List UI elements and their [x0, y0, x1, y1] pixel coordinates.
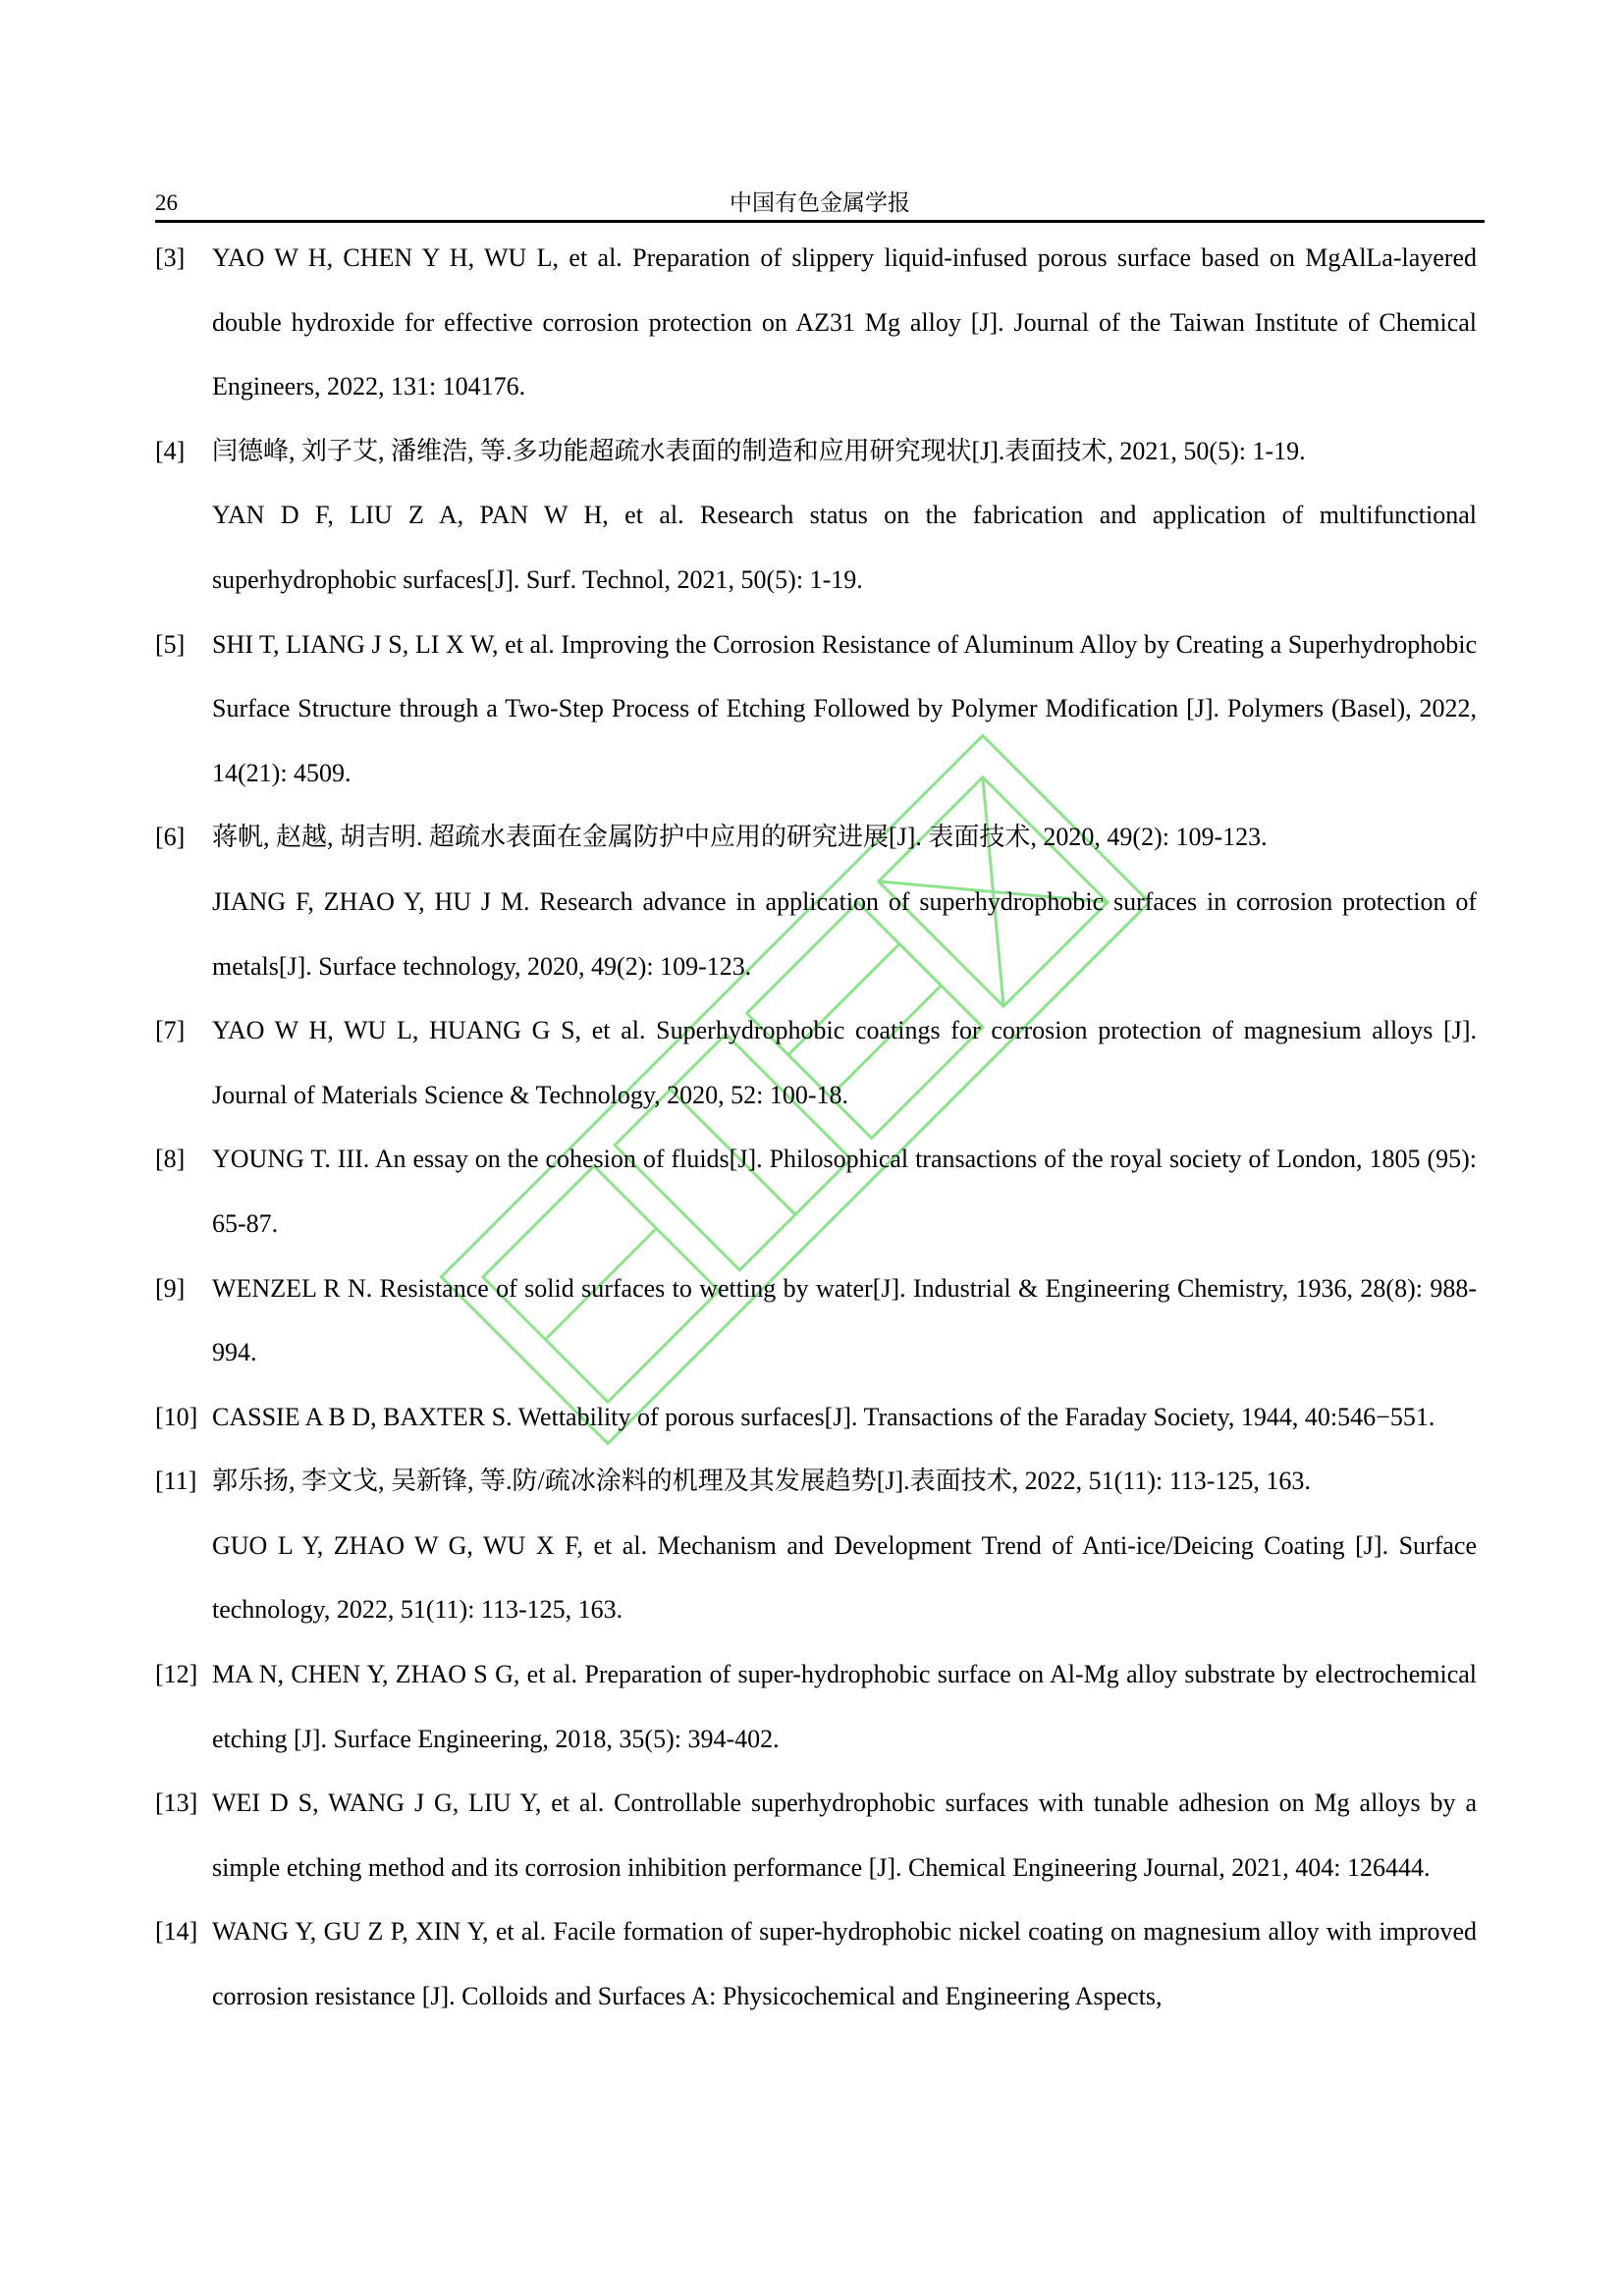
reference-line: 闫德峰, 刘子艾, 潘维浩, 等.多功能超疏水表面的制造和应用研究现状[J].表面技术, 2021, 50(5): 1-19.: [212, 436, 1306, 465]
reference-number: [5]: [155, 629, 186, 659]
reference-line: MA N, CHEN Y, ZHAO S G, et al. Preparation of super-hydrophobic surface on Al-Mg alloy substrate by electrochemical etching [J]. Surface Engineering, 2018, 35(5): 394-402.: [212, 1660, 1477, 1753]
reference-text: [212, 613, 1477, 806]
reference-item: [155, 1899, 1477, 2028]
journal-title: 中国有色金属学报: [730, 190, 910, 216]
reference-number: [8]: [155, 1145, 186, 1174]
reference-text: [212, 1642, 1477, 1771]
reference-line: WANG Y, GU Z P, XIN Y, et al. Facile formation of super-hydrophobic nickel coating on magnesium alloy with improved corrosion resistance [J]. Colloids and Surfaces A: Physicochemical and Engineering Aspects,: [212, 1917, 1477, 2011]
reference-line: WENZEL R N. Resistance of solid surfaces to wetting by water[J]. Industrial & Engineering Chemistry, 1936, 28(8): 988-994.: [212, 1273, 1477, 1367]
reference-number: [6]: [155, 823, 186, 852]
page-number: 26: [155, 190, 178, 215]
reference-item: [155, 1256, 1477, 1385]
reference-text: [212, 1256, 1477, 1385]
reference-line: YAO W H, WU L, HUANG G S, et al. Superhydrophobic coatings for corrosion protection of magnesium alloys [J]. Journal of Materials Science & Technology, 2020, 52: 100-18.: [212, 1016, 1477, 1109]
reference-text: [212, 805, 1477, 998]
reference-number: [4]: [155, 436, 186, 465]
reference-number: [9]: [155, 1273, 186, 1303]
reference-number: [11]: [155, 1467, 197, 1496]
reference-item: [155, 1771, 1477, 1899]
reference-number: [12]: [155, 1660, 198, 1689]
reference-number: [13]: [155, 1789, 198, 1818]
reference-line: YAN D F, LIU Z A, PAN W H, et al. Research status on the fabrication and application of multifunctional superhydrophobic surfaces[J]. Surf. Technol, 2021, 50(5): 1-19.: [212, 501, 1477, 594]
reference-line: JIANG F, ZHAO Y, HU J M. Research advance in application of superhydrophobic surfaces in corrosion protection of metals[J]. Surface technology, 2020, 49(2): 109-123.: [212, 886, 1477, 981]
reference-item: [155, 1449, 1477, 1642]
reference-text: [212, 1899, 1477, 2028]
reference-line: GUO L Y, ZHAO W G, WU X F, et al. Mechanism and Development Trend of Anti-ice/Deicing Coating [J]. Surface technology, 2022, 51(11): 113-125, 163.: [212, 1530, 1477, 1625]
reference-list: [155, 226, 1477, 2029]
reference-item: [155, 613, 1477, 806]
reference-text: [212, 1449, 1477, 1642]
reference-text: [212, 1385, 1477, 1450]
reference-text: [212, 1127, 1477, 1255]
reference-number: [3]: [155, 243, 186, 272]
reference-number: [7]: [155, 1016, 186, 1045]
reference-item: [155, 1127, 1477, 1255]
reference-item: [155, 419, 1477, 613]
reference-number: [14]: [155, 1917, 198, 1947]
reference-item: [155, 1642, 1477, 1771]
reference-line: 郭乐扬, 李文戈, 吴新锋, 等.防/疏冰涂料的机理及其发展趋势[J].表面技术, 2022, 51(11): 113-125, 163.: [212, 1467, 1311, 1496]
reference-line: YOUNG T. III. An essay on the cohesion of fluids[J]. Philosophical transactions of the royal society of London, 1805 (95): 65-87.: [212, 1145, 1477, 1238]
page-header: [155, 187, 1485, 223]
reference-text: [212, 1771, 1477, 1899]
reference-item: [155, 998, 1477, 1127]
reference-item: [155, 226, 1477, 419]
reference-text: [212, 226, 1477, 419]
reference-number: [10]: [155, 1402, 198, 1431]
reference-line: 蒋帆, 赵越, 胡吉明. 超疏水表面在金属防护中应用的研究进展[J]. 表面技术, 2020, 49(2): 109-123.: [212, 823, 1268, 852]
reference-item: [155, 1385, 1477, 1450]
reference-text: [212, 419, 1477, 613]
reference-text: [212, 998, 1477, 1127]
reference-line: YAO W H, CHEN Y H, WU L, et al. Preparation of slippery liquid-infused porous surface based on MgAlLa-layered double hydroxide for effective corrosion protection on AZ31 Mg alloy [J]. Journal of the Taiwan Institute of Chemical Engineers, 2022, 131: 104176.: [212, 243, 1477, 401]
reference-item: [155, 805, 1477, 998]
reference-line: SHI T, LIANG J S, LI X W, et al. Improving the Corrosion Resistance of Aluminum Alloy by Creating a Superhydrophobic Surface Structure through a Two-Step Process of Etching Followed by Polymer Modification [J]. Polymers (Basel), 2022, 14(21): 4509.: [212, 629, 1477, 787]
reference-line: CASSIE A B D, BAXTER S. Wettability of porous surfaces[J]. Transactions of the Faraday Society, 1944, 40:546−551.: [212, 1402, 1435, 1431]
reference-line: WEI D S, WANG J G, LIU Y, et al. Controllable superhydrophobic surfaces with tunable adhesion on Mg alloys by a simple etching method and its corrosion inhibition performance [J]. Chemical Engineering Journal, 2021, 404: 126444.: [212, 1789, 1477, 1882]
